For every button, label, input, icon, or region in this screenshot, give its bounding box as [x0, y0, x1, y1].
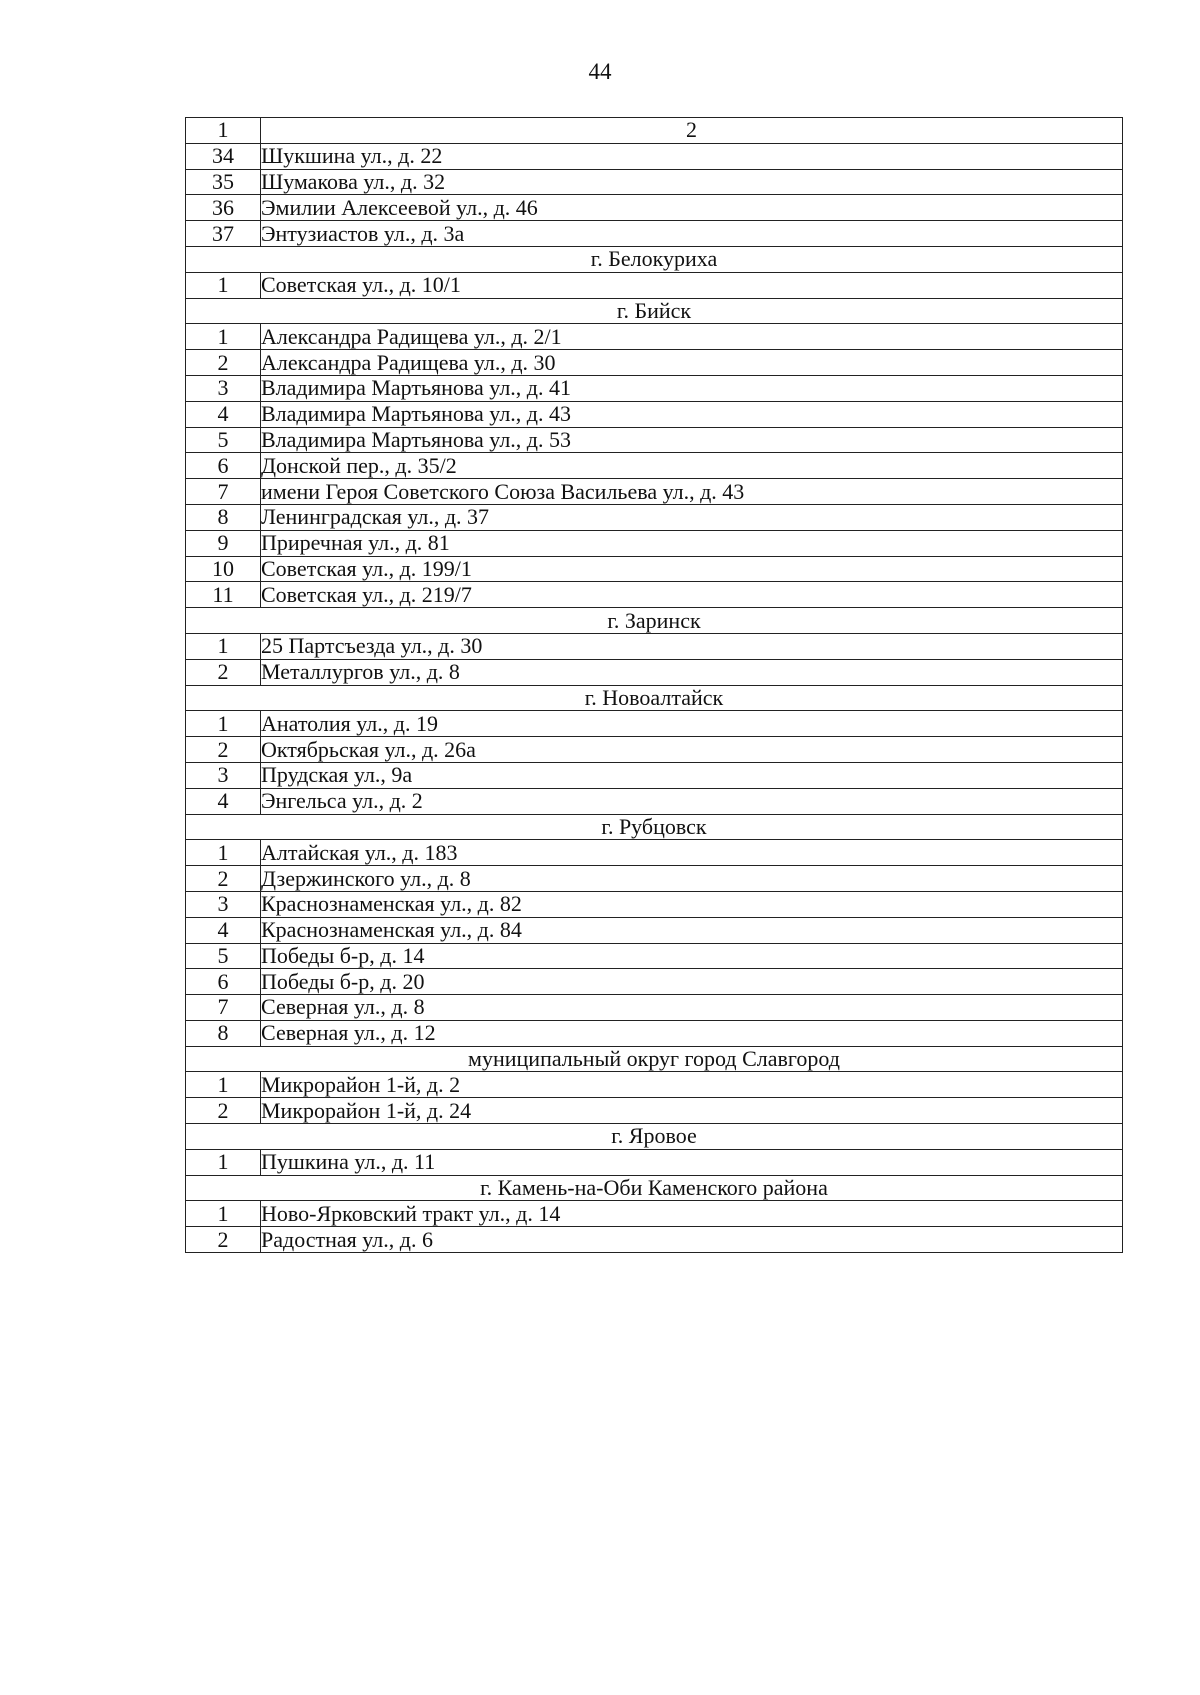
- table-row: [186, 917, 1123, 943]
- row-address: Прудская ул., 9а: [261, 762, 1123, 788]
- page-number: 44: [588, 59, 612, 84]
- table-row: [186, 969, 1123, 995]
- table-row: [186, 272, 1123, 298]
- row-number: 9: [186, 530, 261, 556]
- row-number: 2: [186, 1098, 261, 1124]
- table-row: [186, 737, 1123, 763]
- row-address: Победы б-р, д. 14: [261, 943, 1123, 969]
- row-address: Эмилии Алексеевой ул., д. 46: [261, 195, 1123, 221]
- address-table-body: [186, 118, 1123, 1253]
- address-table: [185, 117, 1123, 1253]
- row-number: 35: [186, 169, 261, 195]
- table-row: [186, 633, 1123, 659]
- table-row: [186, 659, 1123, 685]
- row-address: Микрорайон 1-й, д. 2: [261, 1072, 1123, 1098]
- row-address: Микрорайон 1-й, д. 24: [261, 1098, 1123, 1124]
- row-address: Советская ул., д. 199/1: [261, 556, 1123, 582]
- row-number: 10: [186, 556, 261, 582]
- row-address: Советская ул., д. 219/7: [261, 582, 1123, 608]
- row-number: 37: [186, 221, 261, 247]
- section-title: г. Камень-на-Оби Каменского района: [186, 1175, 1123, 1201]
- row-number: 7: [186, 995, 261, 1021]
- table-row: [186, 375, 1123, 401]
- table-row: [186, 324, 1123, 350]
- row-number: 6: [186, 969, 261, 995]
- section-row: [186, 1046, 1123, 1072]
- table-row: [186, 556, 1123, 582]
- table-row: [186, 143, 1123, 169]
- row-address: Алтайская ул., д. 183: [261, 840, 1123, 866]
- row-address: Владимира Мартьянова ул., д. 53: [261, 427, 1123, 453]
- section-title: г. Рубцовск: [186, 814, 1123, 840]
- row-number: 8: [186, 1020, 261, 1046]
- section-row: [186, 814, 1123, 840]
- table-row: [186, 943, 1123, 969]
- section-row: [186, 246, 1123, 272]
- row-number: 1: [186, 1149, 261, 1175]
- row-address: Александра Радищева ул., д. 30: [261, 350, 1123, 376]
- row-address: Ново-Ярковский тракт ул., д. 14: [261, 1201, 1123, 1227]
- row-number: 4: [186, 917, 261, 943]
- table-row: [186, 479, 1123, 505]
- row-number: 2: [186, 866, 261, 892]
- column-number-header: 1: [186, 118, 261, 144]
- row-number: 5: [186, 943, 261, 969]
- row-number: 1: [186, 711, 261, 737]
- row-number: 3: [186, 762, 261, 788]
- section-title: г. Новоалтайск: [186, 685, 1123, 711]
- section-title: г. Яровое: [186, 1124, 1123, 1150]
- row-number: 2: [186, 350, 261, 376]
- section-row: [186, 1124, 1123, 1150]
- section-row: [186, 685, 1123, 711]
- table-row: [186, 530, 1123, 556]
- table-row: [186, 840, 1123, 866]
- table-row: [186, 350, 1123, 376]
- section-title: г. Бийск: [186, 298, 1123, 324]
- row-number: 1: [186, 272, 261, 298]
- table-row: [186, 221, 1123, 247]
- row-address: Владимира Мартьянова ул., д. 41: [261, 375, 1123, 401]
- table-row: [186, 504, 1123, 530]
- row-number: 7: [186, 479, 261, 505]
- table-row: [186, 711, 1123, 737]
- row-number: 36: [186, 195, 261, 221]
- table-row: [186, 169, 1123, 195]
- row-number: 1: [186, 1201, 261, 1227]
- row-address: Металлургов ул., д. 8: [261, 659, 1123, 685]
- row-number: 2: [186, 659, 261, 685]
- row-address: Краснознаменская ул., д. 82: [261, 891, 1123, 917]
- table-row: [186, 1072, 1123, 1098]
- table-row: [186, 195, 1123, 221]
- row-address: Анатолия ул., д. 19: [261, 711, 1123, 737]
- row-address: Владимира Мартьянова ул., д. 43: [261, 401, 1123, 427]
- row-number: 1: [186, 1072, 261, 1098]
- row-address: имени Героя Советского Союза Васильева ул., д. 43: [261, 479, 1123, 505]
- row-number: 6: [186, 453, 261, 479]
- row-address: Александра Радищева ул., д. 2/1: [261, 324, 1123, 350]
- row-address: Ленинградская ул., д. 37: [261, 504, 1123, 530]
- section-row: [186, 298, 1123, 324]
- section-row: [186, 1175, 1123, 1201]
- table-row: [186, 1098, 1123, 1124]
- column-address-header: 2: [261, 118, 1123, 144]
- row-number: 2: [186, 737, 261, 763]
- table-header-row: [186, 118, 1123, 144]
- row-number: 1: [186, 324, 261, 350]
- row-number: 2: [186, 1227, 261, 1253]
- row-address: Шукшина ул., д. 22: [261, 143, 1123, 169]
- section-title: г. Заринск: [186, 608, 1123, 634]
- table-row: [186, 1201, 1123, 1227]
- row-address: Энтузиастов ул., д. 3а: [261, 221, 1123, 247]
- row-number: 5: [186, 427, 261, 453]
- table-row: [186, 762, 1123, 788]
- row-address: Победы б-р, д. 20: [261, 969, 1123, 995]
- section-title: г. Белокуриха: [186, 246, 1123, 272]
- row-address: Северная ул., д. 8: [261, 995, 1123, 1021]
- row-number: 11: [186, 582, 261, 608]
- row-address: Приречная ул., д. 81: [261, 530, 1123, 556]
- row-address: Пушкина ул., д. 11: [261, 1149, 1123, 1175]
- table-row: [186, 995, 1123, 1021]
- row-address: Шумакова ул., д. 32: [261, 169, 1123, 195]
- row-number: 34: [186, 143, 261, 169]
- section-row: [186, 608, 1123, 634]
- table-row: [186, 453, 1123, 479]
- row-number: 1: [186, 840, 261, 866]
- row-address: Северная ул., д. 12: [261, 1020, 1123, 1046]
- section-title: муниципальный округ город Славгород: [186, 1046, 1123, 1072]
- table-row: [186, 1149, 1123, 1175]
- row-number: 4: [186, 401, 261, 427]
- row-number: 1: [186, 633, 261, 659]
- row-address: Энгельса ул., д. 2: [261, 788, 1123, 814]
- table-row: [186, 427, 1123, 453]
- table-row: [186, 582, 1123, 608]
- table-row: [186, 401, 1123, 427]
- row-number: 3: [186, 891, 261, 917]
- row-address: Советская ул., д. 10/1: [261, 272, 1123, 298]
- table-row: [186, 1020, 1123, 1046]
- table-row: [186, 1227, 1123, 1253]
- row-address: Донской пер., д. 35/2: [261, 453, 1123, 479]
- table-row: [186, 788, 1123, 814]
- row-address: 25 Партсъезда ул., д. 30: [261, 633, 1123, 659]
- row-address: Краснознаменская ул., д. 84: [261, 917, 1123, 943]
- row-address: Радостная ул., д. 6: [261, 1227, 1123, 1253]
- row-number: 4: [186, 788, 261, 814]
- row-address: Октябрьская ул., д. 26а: [261, 737, 1123, 763]
- row-number: 3: [186, 375, 261, 401]
- table-row: [186, 891, 1123, 917]
- row-address: Дзержинского ул., д. 8: [261, 866, 1123, 892]
- table-row: [186, 866, 1123, 892]
- row-number: 8: [186, 504, 261, 530]
